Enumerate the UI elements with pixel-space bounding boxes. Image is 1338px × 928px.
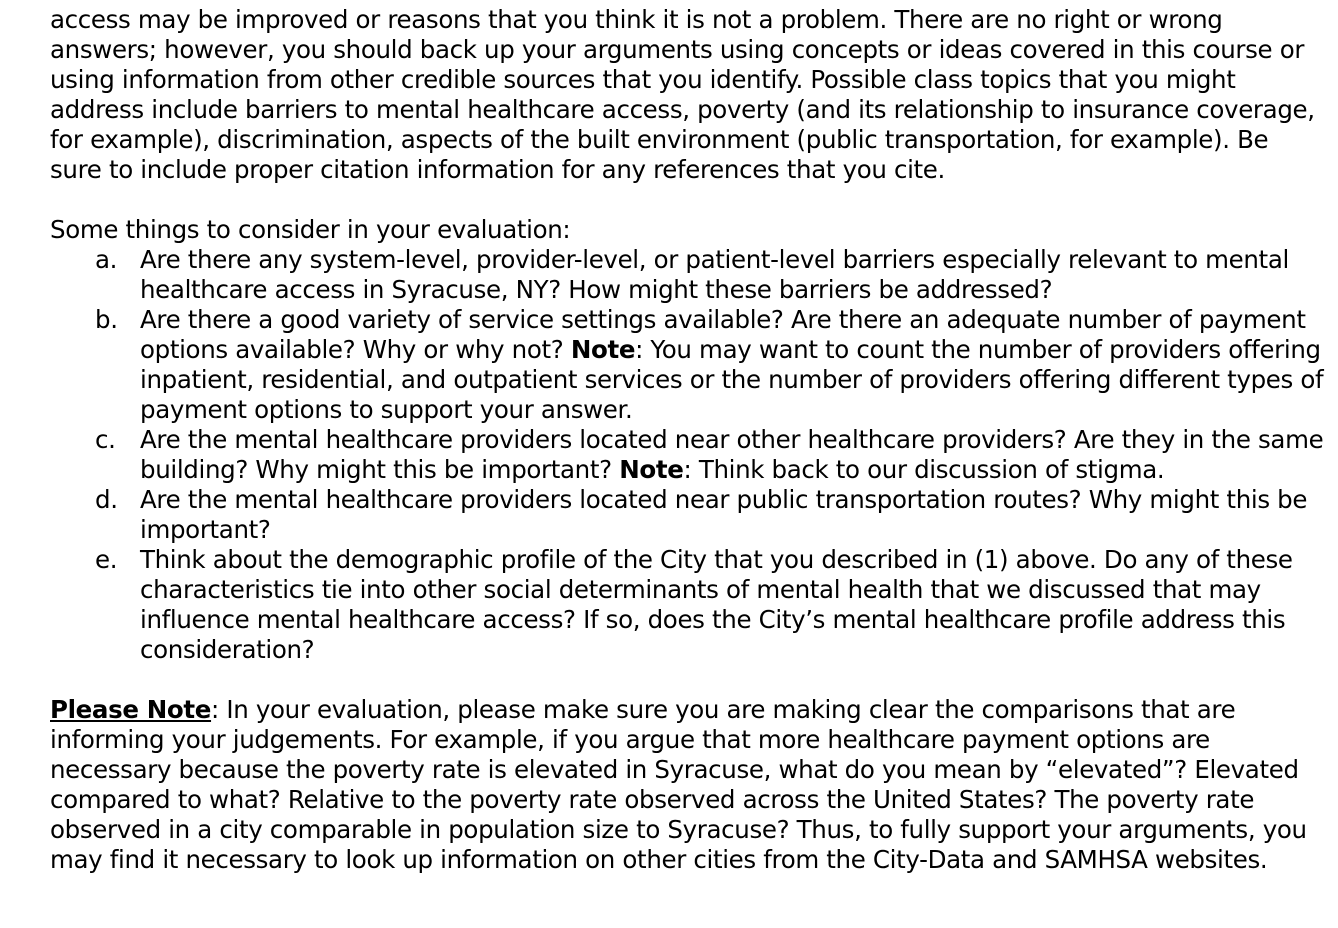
paragraph-spacer xyxy=(50,185,1325,215)
please-note-paragraph xyxy=(50,695,1325,875)
note-label: Note xyxy=(619,455,684,484)
note-text: : Think back to our discussion of stigma. xyxy=(683,455,1165,484)
note-text: : You may want to count the number of providers offering inpatient, residential, and outpatient services or the number of providers offering different types of payment options to support your answer. xyxy=(140,335,1324,424)
list-marker: d. xyxy=(95,485,118,514)
considerations-list xyxy=(50,245,1325,665)
consideration-item-e xyxy=(50,545,1325,665)
consideration-text: Are there any system-level, provider-level, or patient-level barriers especially relevant to mental healthcare access in Syracuse, NY? How might these barriers be addressed? xyxy=(140,245,1289,304)
consideration-item-b xyxy=(50,305,1325,425)
consideration-item-c xyxy=(50,425,1325,485)
list-marker: b. xyxy=(95,305,118,334)
list-marker: c. xyxy=(95,425,116,454)
considerations-heading: Some things to consider in your evaluation: xyxy=(50,215,571,244)
consideration-item-a xyxy=(50,245,1325,305)
please-note-label: Please Note xyxy=(50,695,212,724)
consideration-text: Think about the demographic profile of the City that you described in (1) above. Do any of these characteristics tie into other social determinants of mental health that we discussed that may influence mental healthcare access? If so, does the City’s mental healthcare profile address this consideration? xyxy=(140,545,1293,664)
consideration-text: Are there a good variety of service settings available? Are there an adequate number of payment options available? Why or why not? xyxy=(140,305,1306,364)
consideration-text: Are the mental healthcare providers located near public transportation routes? Why might this be important? xyxy=(140,485,1308,544)
list-marker: a. xyxy=(95,245,118,274)
consideration-item-d xyxy=(50,485,1325,545)
consideration-text: Are the mental healthcare providers located near other healthcare providers? Are they in the same building? Why might this be important? xyxy=(140,425,1324,484)
paragraph-spacer xyxy=(50,665,1325,695)
list-marker: e. xyxy=(95,545,118,574)
please-note-text: : In your evaluation, please make sure you are making clear the comparisons that are informing your judgements. For example, if you argue that more healthcare payment options are necessary because the poverty rate is elevated in Syracuse, what do you mean by “elevated”? Elevated compared to what? Relative to the poverty rate observed across the United States? The poverty rate observed in a city comparable in population size to Syracuse? Thus, to fully support your arguments, you may find it necessary to look up information on other cities from the City-Data and SAMHSA websites. xyxy=(50,695,1307,874)
intro-paragraph: access may be improved or reasons that you think it is not a problem. There are no right or wrong answers; however, you should back up your arguments using concepts or ideas covered in this course or using information from other credible sources that you identify. Possible class topics that you might address include barriers to mental healthcare access, poverty (and its relationship to insurance coverage, for example), discrimination, aspects of the built environment (public transportation, for example). Be sure to include proper citation information for any references that you cite. xyxy=(50,5,1315,184)
document-body xyxy=(50,5,1325,875)
note-label: Note xyxy=(570,335,636,364)
